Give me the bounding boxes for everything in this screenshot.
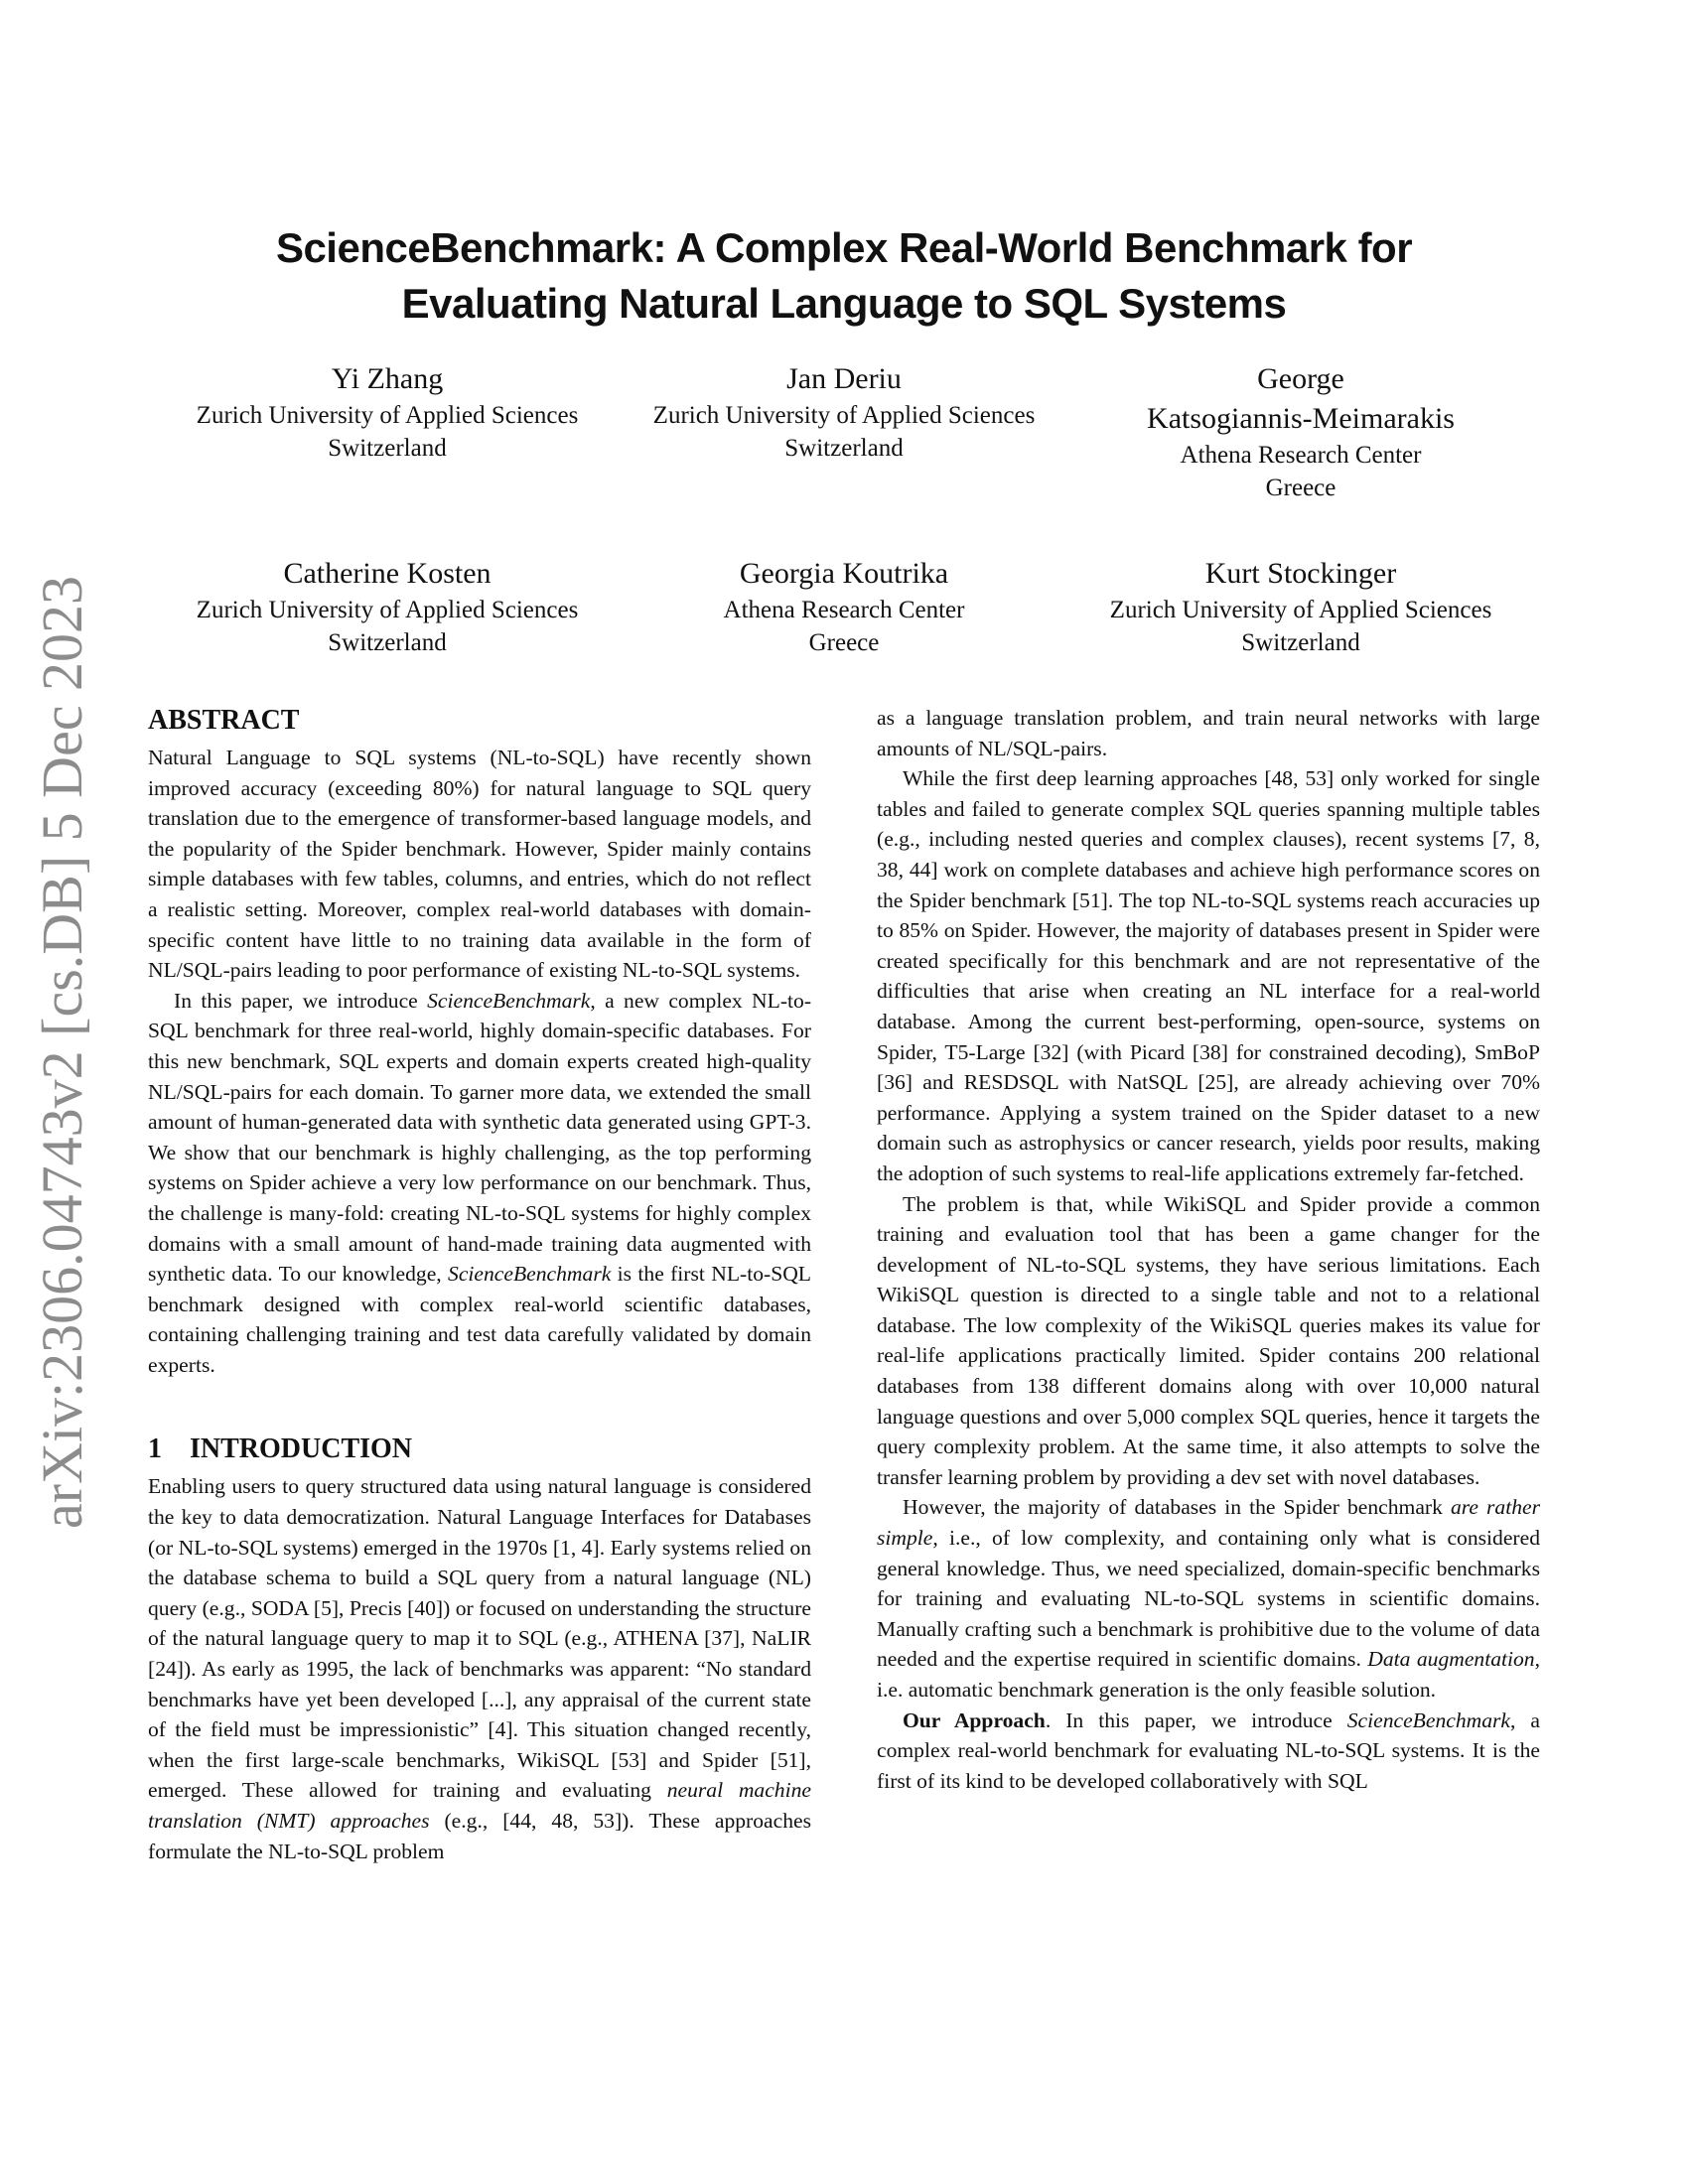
author-affiliation: Zurich University of Applied Sciences [1109,597,1492,623]
emphasis-benchmark-name: ScienceBenchmark [448,1262,612,1287]
author-country: Switzerland [784,435,904,462]
text-run: , i.e. automatic benchmark generation is the only feasible solution. [877,1647,1541,1702]
text-run: , i.e., of low complexity, and containing only what is considered general knowledge. Thus, we need specialized, domain-specific benchmarks for training and evaluating NL-to-SQL systems in scientific domains. Manually crafting such a benchmark is prohibitive due to the volume of data needed and the expertise required in scientific domains. [877,1526,1540,1672]
left-column [148,703,811,1866]
author-block [1053,554,1549,659]
title-line-1: ScienceBenchmark: A Complex Real-World Benchmark for [275,224,1413,271]
section-number: 1 [148,1433,162,1465]
emphasis-data-augmentation: Data augmentation [1367,1647,1535,1672]
intro-paragraph-1 [148,1471,811,1866]
emphasis-rather-simple: are rather simple [877,1495,1540,1551]
author-affiliation: Zurich University of Applied Sciences [196,402,579,429]
author-block [596,554,1092,659]
author-name: George [1257,362,1344,395]
text-run: However, the majority of databases in the Spider benchmark [903,1495,1451,1520]
author-name: Georgia Koutrika [739,557,949,590]
emphasis-benchmark-name: ScienceBenchmark [427,988,591,1013]
arxiv-identifier-stamp: arXiv:2306.04743v2 [cs.DB] 5 Dec 2023 [30,575,94,1529]
abstract-paragraph-1: Natural Language to SQL systems (NL-to-SQL) have recently shown improved accuracy (exceeding 80%) for natural language to SQL query translation due to the emergence of transformer-based language models, and the popularity of the Spider benchmark. However, Spider mainly contains simple databases with few tables, columns, and entries, which do not reflect a realistic setting. Moreover, complex real-world databases with domain-specific content have little to no training data available in the form of NL/SQL-pairs leading to poor performance of existing NL-to-SQL systems. [148,746,811,983]
intro-paragraph-1-continued: as a language translation problem, and train neural networks with large amounts of NL/SQL-pairs. [877,706,1540,760]
abstract-heading: ABSTRACT [148,705,300,736]
author-name-continued: Katsogiannis-Meimarakis [1147,402,1455,435]
introduction-heading [148,1432,811,1467]
author-country: Switzerland [1241,629,1360,656]
run-in-heading-our-approach: Our Approach [903,1707,1046,1732]
author-name: Jan Deriu [786,362,902,395]
author-affiliation: Athena Research Center [723,597,965,623]
author-country: Greece [1265,475,1336,501]
intro-paragraph-4 [877,1492,1540,1705]
intro-paragraph-5 [877,1706,1540,1797]
author-name: Catherine Kosten [283,557,492,590]
intro-paragraph-3: The problem is that, while WikiSQL and Spider provide a common training and evaluation tool that has been a game changer for the development of NL-to-SQL systems, they have serious limitations. Each WikiSQL question is directed to a single table and not to a relational database. The low complexity of the WikiSQL queries makes its value for real-life applications practically limited. Spider contains 200 relational databases from 138 different domains along with over 10,000 natural language questions and over 5,000 complex SQL queries, hence it targets the query complexity problem. At the same time, it also attempts to solve the transfer learning problem by providing a dev set with novel databases. [877,1191,1540,1489]
text-run: . In this paper, we introduce [1045,1707,1347,1732]
paper-title [149,220,1539,332]
intro-paragraph-2: While the first deep learning approaches [48, 53] only worked for single tables and failed to generate complex SQL queries spanning multiple tables (e.g., including nested queries and complex clauses), recent systems [7, 8, 38, 44] work on complete databases and achieve high performance scores on the Spider benchmark [51]. The top NL-to-SQL systems reach accuracies up to 85% on Spider. However, the majority of databases present in Spider were created specifically for this benchmark and are not representative of the difficulties that arise when creating an NL interface for a real-world database. Among the current best-performing, open-source, systems on Spider, T5-Large [32] (with Picard [38] for constrained decoding), SmBoP [36] and RESDSQL with NatSQL [25], are already achieving over 70% performance. Applying a system trained on the Spider dataset to a new domain such as astrophysics or cancer research, yields poor results, making the adoption of such systems to real-life applications extremely far-fetched. [877,766,1540,1185]
emphasis-nmt: neural machine translation (NMT) approaches [148,1778,811,1833]
author-affiliation: Zurich University of Applied Sciences [196,597,579,623]
abstract-paragraph-2 [148,986,811,1381]
author-affiliation: Zurich University of Applied Sciences [652,402,1036,429]
emphasis-benchmark-name: ScienceBenchmark [1346,1707,1510,1732]
right-column [877,703,1540,1796]
text-run: In this paper, we introduce [174,988,428,1013]
author-block [139,554,635,659]
text-run: Enabling users to query structured data using natural language is considered the key to data democratization. Natural Language Interfaces for Databases (or NL-to-SQL systems) emerged in the 1970s [1, 4]. Early systems relied on the database schema to build a SQL query from a natural language (NL) query (e.g., SODA [5], Precis [40]) or focused on understanding the structure of the natural language query to map it to SQL (e.g., ATHENA [37], NaLIR [24]). As early as 1995, the lack of benchmarks was apparent: “No standard benchmarks have yet been developed [...], any appraisal of the current state of the field must be impressionistic” [4]. This situation changed recently, when the first large-scale benchmarks, WikiSQL [53] and Spider [51], emerged. These allowed for training and evaluating [148,1474,811,1803]
author-name: Yi Zhang [331,362,444,395]
author-name: Kurt Stockinger [1204,557,1397,590]
author-country: Greece [808,629,880,656]
text-run: (e.g., [44, 48, 53]). These approaches formulate the NL-to-SQL problem [148,1809,811,1863]
section-title: INTRODUCTION [190,1433,413,1465]
author-block [139,359,635,465]
title-line-2: Evaluating Natural Language to SQL Systems [401,280,1287,327]
text-run: is the first NL-to-SQL benchmark designed with complex real-world scientific databases, containing challenging training and test data carefully validated by domain experts. [148,1262,811,1377]
author-country: Switzerland [328,435,447,462]
author-country: Switzerland [328,629,447,656]
author-block [1053,359,1549,504]
author-affiliation: Athena Research Center [1180,442,1422,469]
text-run: , a new complex NL-to-SQL benchmark for three real-world, highly domain-specific databases. For this new benchmark, SQL experts and domain experts created high-quality NL/SQL-pairs for each domain. To garner more data, we extended the small amount of human-generated data with synthetic data generated using GPT-3. We show that our benchmark is highly challenging, as the top performing systems on Spider achieve a very low performance on our benchmark. Thus, the challenge is many-fold: creating NL-to-SQL systems for highly complex domains with a small amount of hand-made training data augmented with synthetic data. To our knowledge, [148,988,812,1287]
text-run: , a complex real-world benchmark for evaluating NL-to-SQL systems. It is the first of its kind to be developed collaboratively with SQL [877,1707,1541,1793]
author-block [596,359,1092,465]
